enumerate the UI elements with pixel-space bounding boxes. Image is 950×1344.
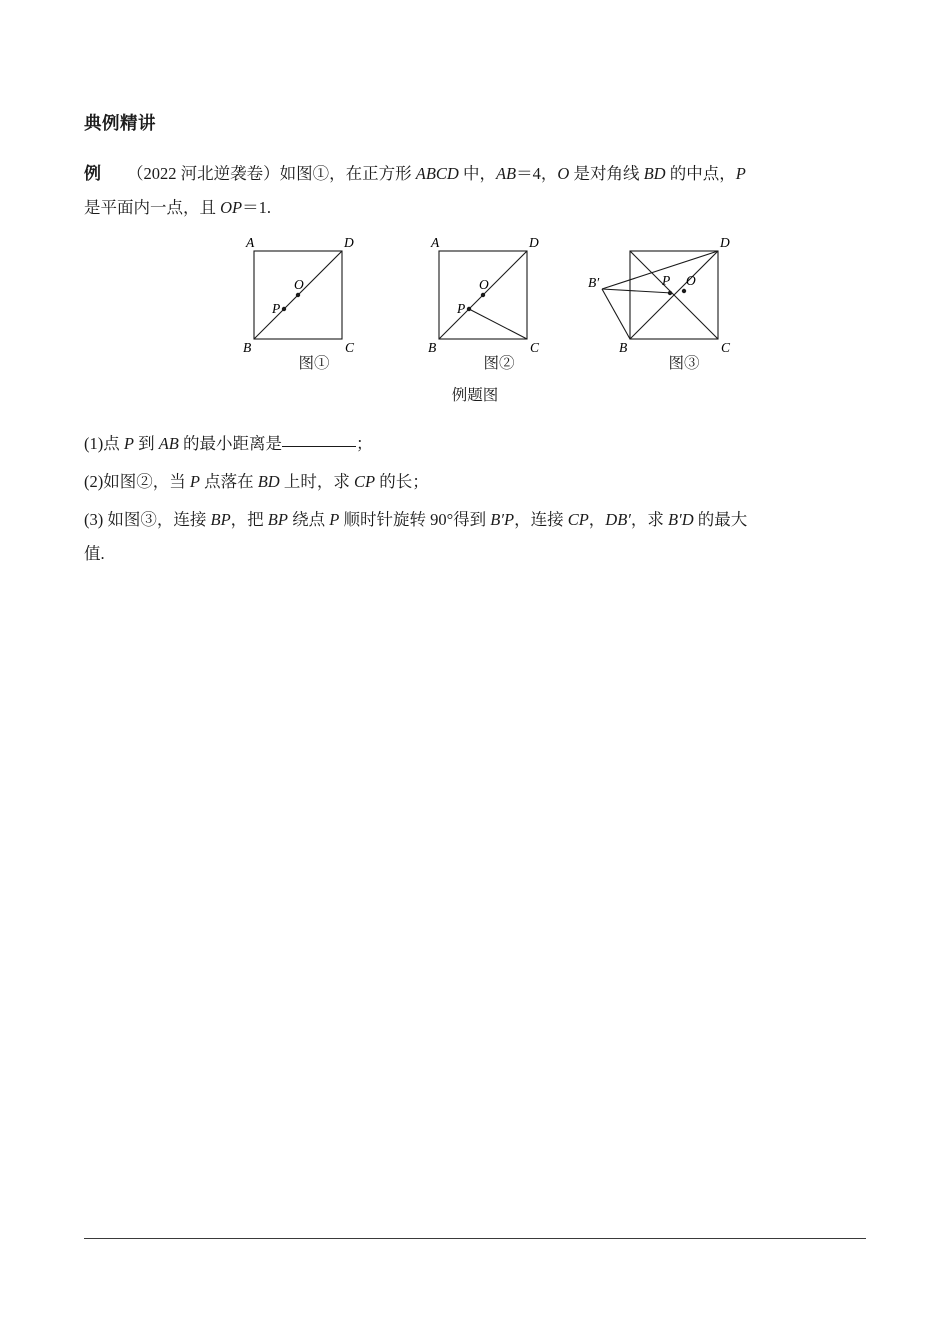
figure-2-label-C: C (530, 340, 540, 355)
question-3-number: (3) (84, 510, 104, 529)
question-1-text-4: ； (356, 434, 373, 453)
figure-1-label-D: D (344, 235, 354, 250)
question-1 (84, 427, 866, 461)
figure-2-label-B: B (428, 340, 437, 355)
question-1-var-P: P (123, 434, 134, 453)
example-source: （2022 河北逆袭卷） (127, 164, 280, 183)
question-3-text-2: ，把 (230, 510, 268, 529)
figure-3-label-D: D (720, 235, 730, 250)
question-2-text-4: 的长； (375, 472, 429, 491)
figure-2-label-D: D (529, 235, 539, 250)
figure-1-label-A: A (246, 235, 255, 250)
question-2-text-1: 如图②，当 (103, 472, 190, 491)
question-3-text-9: 值. (84, 544, 105, 563)
stem-op: OP (220, 198, 243, 217)
example-label: 例 (84, 164, 101, 183)
question-3-var-BP: BP (210, 510, 231, 529)
example-statement (84, 157, 866, 225)
question-1-number: (1) (84, 434, 104, 453)
stem-bd: BD (643, 164, 666, 183)
figure-1 (214, 233, 414, 372)
question-2-text-2: 点落在 (199, 472, 258, 491)
question-1-text-3: 的最小距离是 (178, 434, 283, 453)
question-3-text-5: ，连接 (514, 510, 568, 529)
section-title: 典例精讲 (84, 113, 156, 133)
figure-2-caption: 图② (483, 355, 515, 372)
stem-text-1: 如图①，在正方形 (279, 164, 416, 183)
question-2-var-BD: BD (257, 472, 280, 491)
figure-2-label-A: A (431, 235, 440, 250)
question-1-var-AB: AB (158, 434, 179, 453)
figure-1-caption: 图① (298, 355, 330, 372)
question-3-var-BprimeP: B′P (490, 510, 515, 529)
stem-op-value: ＝1. (242, 198, 271, 217)
question-2-number: (2) (84, 472, 104, 491)
question-list (84, 427, 866, 571)
figure-1-label-O: O (294, 277, 304, 292)
figure-3-caption: 图③ (668, 355, 700, 372)
answer-blank[interactable] (282, 445, 356, 447)
figure-3-label-P: P (662, 273, 671, 288)
stem-ab-value: ＝4， (516, 164, 558, 183)
question-3-text-3: 绕点 (287, 510, 330, 529)
figure-group (84, 233, 866, 404)
question-3-var-P: P (329, 510, 340, 529)
stem-text-3: 是对角线 (569, 164, 644, 183)
figure-2-label-P: P (457, 301, 466, 316)
figure-group-caption: 例题图 (451, 387, 499, 404)
question-1-text-1: 点 (103, 434, 124, 453)
question-3-var-CP: CP (567, 510, 589, 529)
figure-1-label-C: C (345, 340, 355, 355)
figure-3-label-B: B (619, 340, 628, 355)
figure-3-label-O: O (686, 273, 696, 288)
stem-abcd: ABCD (415, 164, 459, 183)
question-3 (84, 503, 866, 571)
page-content (84, 110, 866, 575)
question-3-var-DBprime: DB′ (605, 510, 631, 529)
question-3-text-6: ， (588, 510, 606, 529)
figure-1-label-P: P (272, 301, 281, 316)
question-3-var-BP2: BP (267, 510, 288, 529)
question-3-text-4: 顺时针旋转 90°得到 (339, 510, 491, 529)
figure-2 (399, 233, 599, 372)
footer-divider (84, 1238, 866, 1239)
question-2-var-P: P (189, 472, 200, 491)
figure-3 (584, 233, 784, 372)
figure-2-label-O: O (479, 277, 489, 292)
stem-o: O (557, 164, 570, 183)
question-3-text-1: 如图③，连接 (103, 510, 211, 529)
figure-3-label-Bprime: B′ (588, 275, 600, 290)
stem-text-5: 是平面内一点，且 (84, 198, 221, 217)
stem-ab: AB (495, 164, 517, 183)
question-3-var-BprimeD: B′D (668, 510, 694, 529)
stem-text-2: 中， (458, 164, 496, 183)
stem-text-4: 的中点， (665, 164, 736, 183)
question-2-text-3: 上时，求 (279, 472, 354, 491)
question-2 (84, 465, 866, 499)
stem-p: P (735, 164, 746, 183)
question-2-var-CP: CP (353, 472, 376, 491)
figure-3-label-C: C (721, 340, 731, 355)
question-3-text-8: 的最大 (693, 510, 748, 529)
question-1-text-2: 到 (133, 434, 159, 453)
figure-1-label-B: B (243, 340, 252, 355)
question-3-text-7: ，求 (630, 510, 669, 529)
